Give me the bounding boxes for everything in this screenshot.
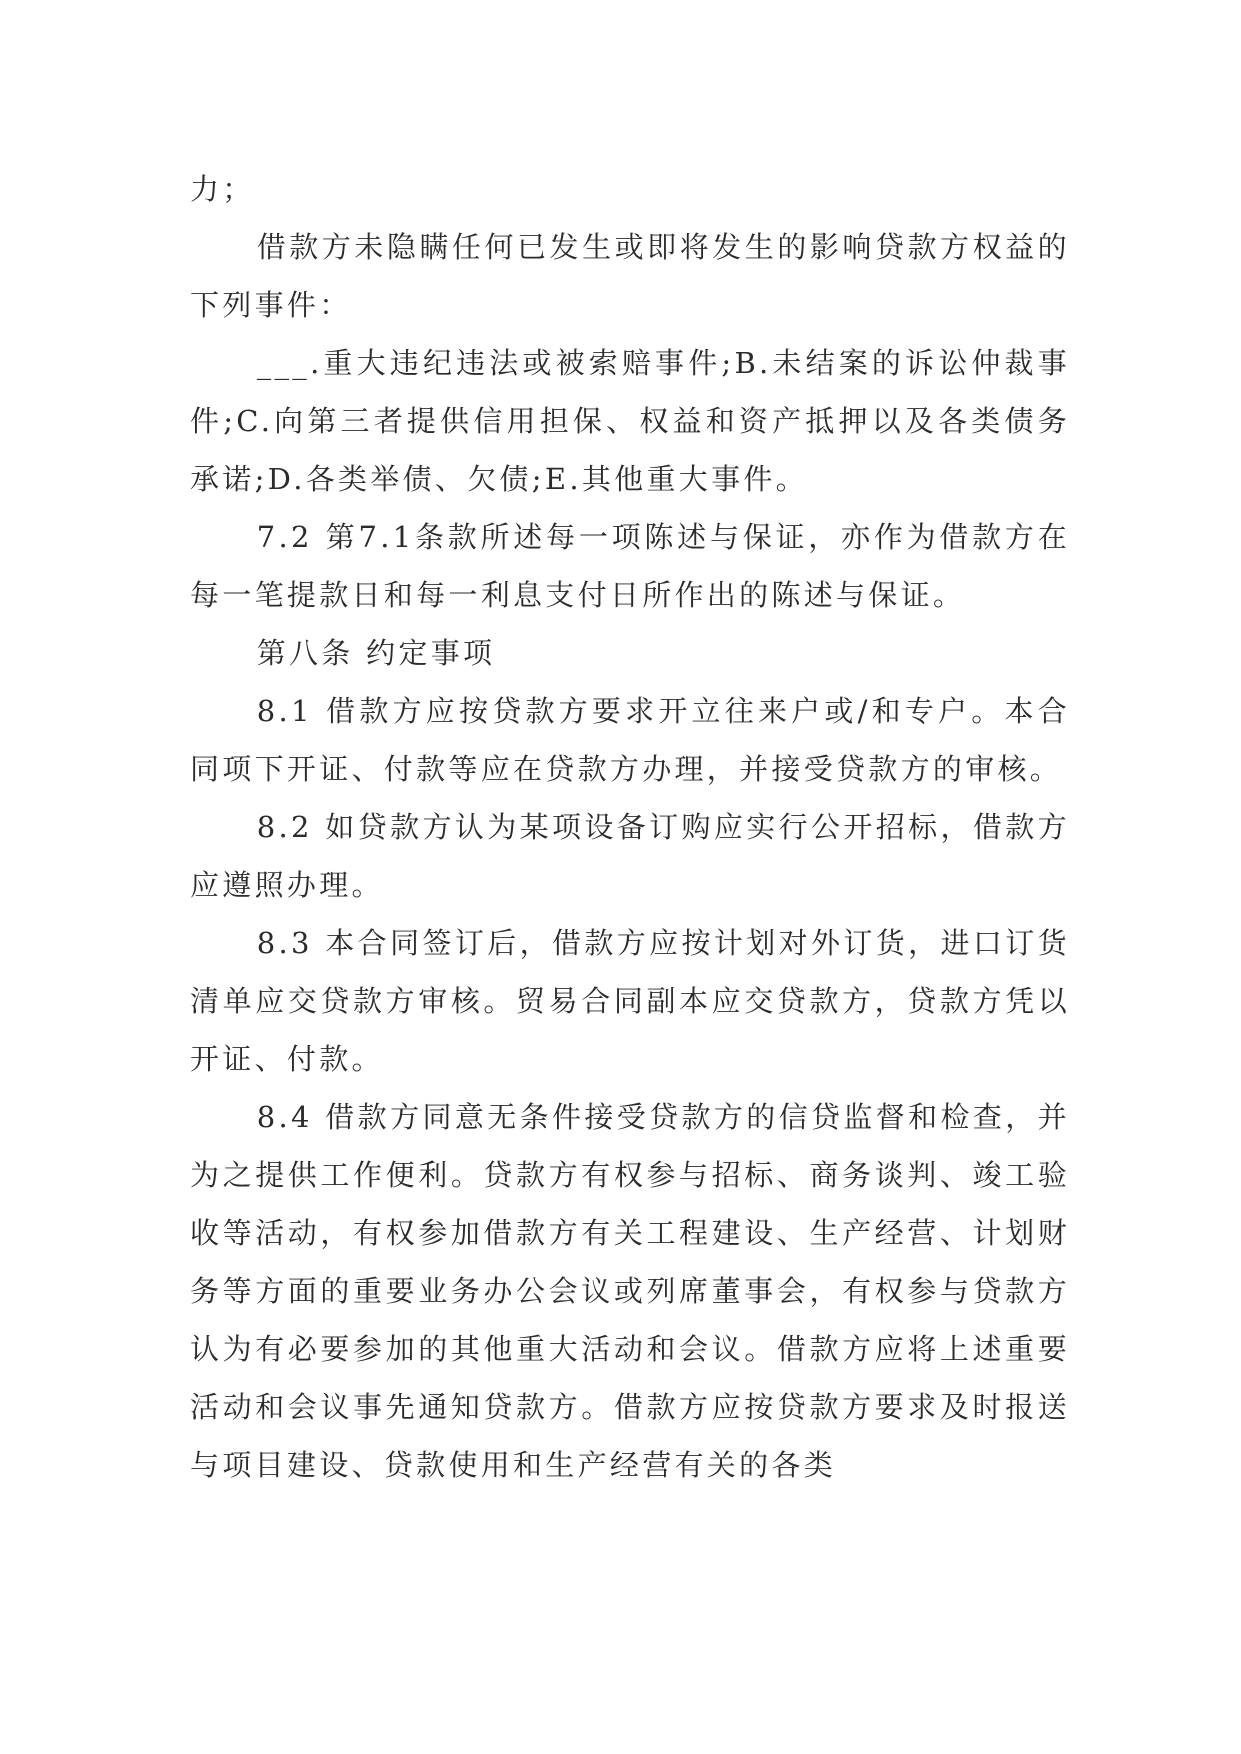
paragraph-continuation: 力；: [190, 172, 255, 206]
paragraph-clause-8-3: 8.3 本合同签订后，借款方应按计划对外订货，进口订货清单应交贷款方审核。贸易合同副本应交贷款方，贷款方凭以开证、付款。: [190, 926, 1070, 1076]
document-body: [190, 160, 1070, 1494]
paragraph-clause-8-4: 8.4 借款方同意无条件接受贷款方的信贷监督和检查，并为之提供工作便利。贷款方有权参与招标、商务谈判、竣工验收等活动，有权参加借款方有关工程建设、生产经营、计划财务等方面的重要业务办公会议或列席董事会，有权参与贷款方认为有必要参加的其他重大活动和会议。借款方应将上述重要活动和会议事先通知贷款方。借款方应按贷款方要求及时报送与项目建设、贷款使用和生产经营有关的各类: [190, 1100, 1070, 1482]
paragraph-event-list: ___.重大违纪违法或被索赔事件;B.未结案的诉讼仲裁事件;C.向第三者提供信用担保、权益和资产抵押以及各类债务承诺;D.各类举债、欠债;E.其他重大事件。: [190, 346, 1070, 496]
paragraph-clause-8-1: 8.1 借款方应按贷款方要求开立往来户或/和专户。本合同项下开证、付款等应在贷款方办理，并接受贷款方的审核。: [190, 694, 1070, 786]
article-heading-8: 第八条 约定事项: [256, 636, 496, 670]
paragraph-clause-8-2: 8.2 如贷款方认为某项设备订购应实行公开招标，借款方应遵照办理。: [190, 810, 1070, 902]
paragraph-clause-7-2: 7.2 第7.1条款所述每一项陈述与保证，亦作为借款方在每一笔提款日和每一利息支付日所作出的陈述与保证。: [190, 520, 1070, 612]
paragraph-no-concealment: 借款方未隐瞒任何已发生或即将发生的影响贷款方权益的下列事件：: [190, 230, 1070, 322]
